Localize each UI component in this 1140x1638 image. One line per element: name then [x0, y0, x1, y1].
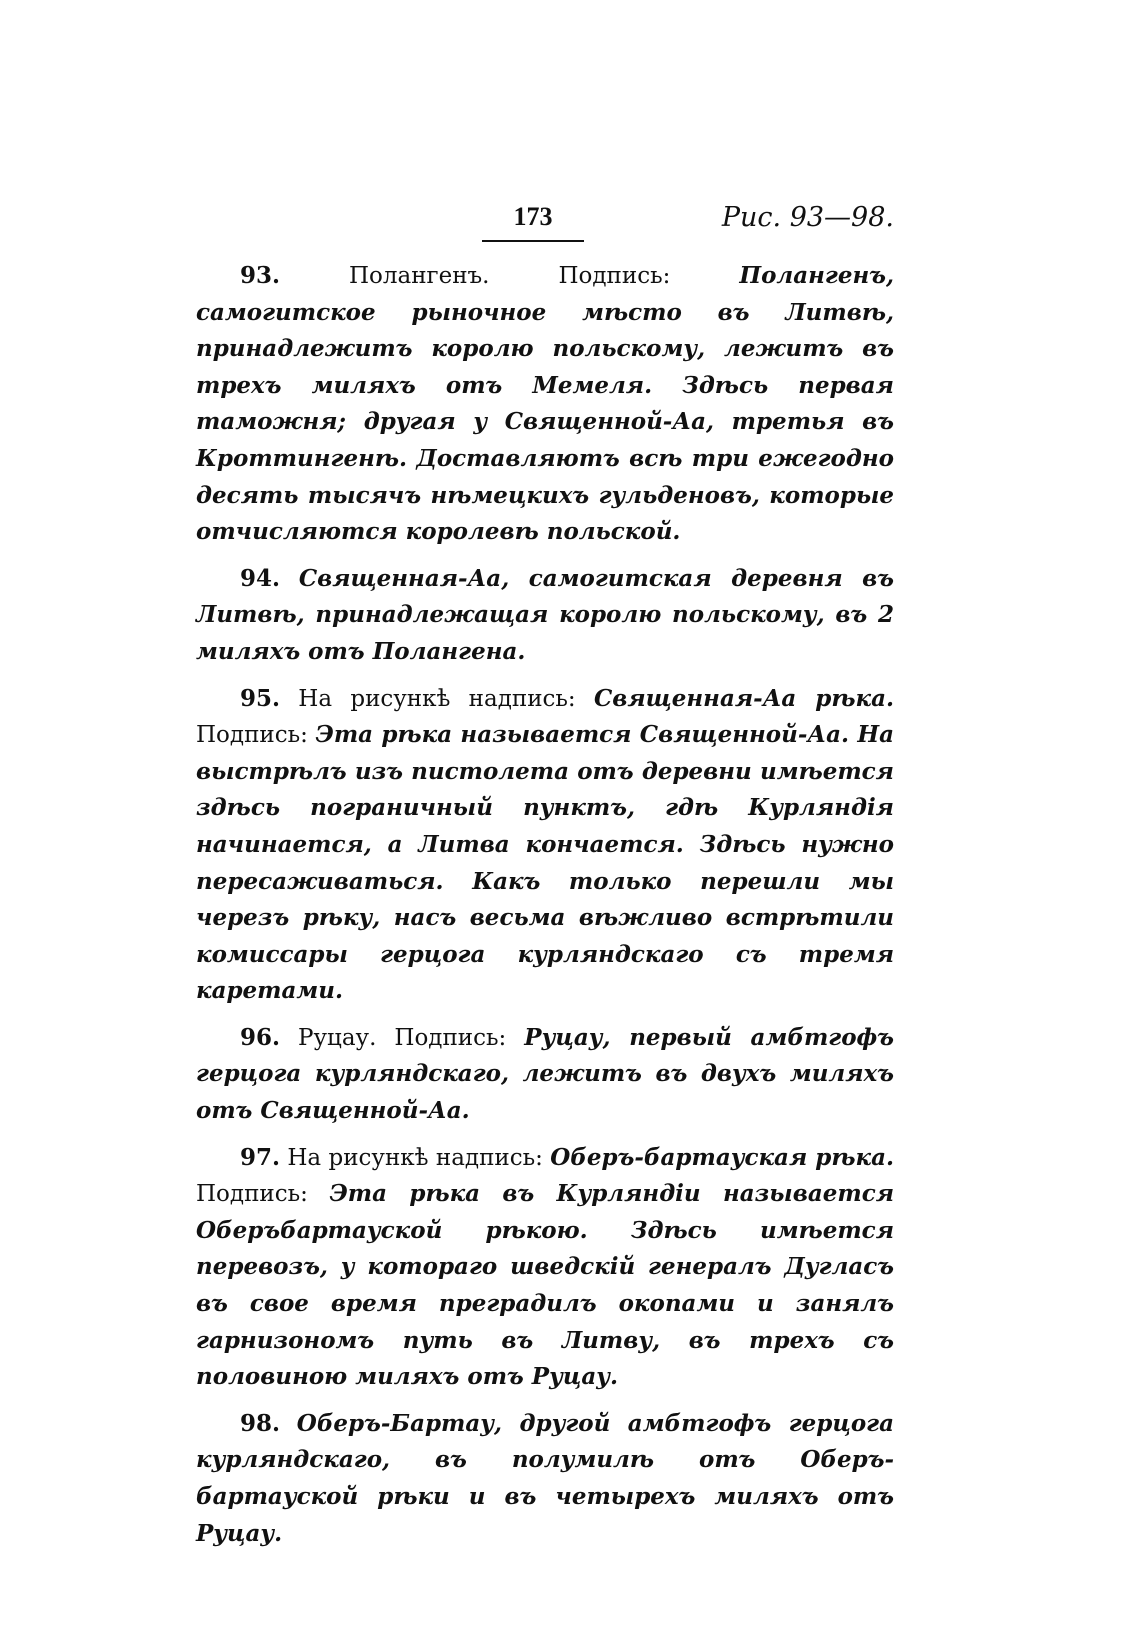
- entry-96: [196, 1020, 894, 1130]
- page-number: 173: [482, 202, 584, 242]
- entry-97: [196, 1140, 894, 1396]
- entry-italic-text: Священная-Аа, самогитская деревня въ Литвѣ, принадлежащая королю польскому, въ 2 миляхъ отъ Полангена.: [196, 564, 895, 665]
- entry-number: 97.: [240, 1143, 281, 1171]
- entry-plain-text: На рисункѣ надпись:: [287, 1144, 543, 1171]
- entry-94: [196, 561, 894, 671]
- entry-plain-text: Полангенъ. Подпись:: [349, 263, 671, 289]
- entry-italic-text: Оберъ-Бартау, другой амбтгофъ герцога курляндскаго, въ полумилѣ отъ Оберъ-бартауской рѣки и въ четырехъ миляхъ отъ Руцау.: [196, 1409, 895, 1547]
- figure-range-caption: Рис. 93—98.: [721, 202, 894, 233]
- entry-plain-text-2: Подпись:: [196, 1181, 308, 1208]
- entry-95: [196, 681, 894, 1010]
- entry-italic-text: Полангенъ, самогитское рыночное мѣсто въ Литвѣ, принадлежитъ королю польскому, лежитъ въ трехъ миляхъ отъ Мемеля. Здѣсь первая таможня; другая у Священной-Аа, третья въ Кроттингенѣ. Доставляютъ всѣ три ежегодно десять тысячъ нѣмецкихъ гульденовъ, которые отчисляются королевѣ польской.: [196, 262, 894, 546]
- entry-plain-text: Руцау. Подпись:: [298, 1024, 507, 1051]
- entry-italic-text: Оберъ-бартауская рѣка.: [550, 1143, 895, 1171]
- entry-number: 95.: [240, 684, 281, 712]
- entry-98: [196, 1406, 894, 1552]
- entry-plain-text: На рисункѣ надпись:: [298, 685, 576, 712]
- entry-number: 98.: [240, 1409, 281, 1437]
- entry-number: 93.: [240, 262, 281, 289]
- entry-italic-text-2: Эта рѣка въ Курляндіи называется Оберъбартауской рѣкою. Здѣсь имѣется перевозъ, у котораго шведскій генералъ Дугласъ въ свое время преградилъ окопами и занялъ гарнизономъ путь въ Литву, въ трехъ съ половиною миляхъ отъ Руцау.: [196, 1180, 894, 1391]
- entry-italic-text: Руцау, первый амбтгофъ герцога курляндскаго, лежитъ въ двухъ миляхъ отъ Священной-Аа.: [196, 1023, 895, 1125]
- entry-italic-text-2: Эта рѣка называется Священной-Аа. На выстрѣлъ изъ пистолета отъ деревни имѣется здѣсь пограничный пунктъ, гдѣ Курляндія начинается, а Литва кончается. Здѣсь нужно пересаживаться. Какъ только перешли мы черезъ рѣку, насъ весьма вѣжливо встрѣтили комиссары герцога курляндскаго съ тремя каретами.: [196, 721, 894, 1005]
- entry-93: [196, 258, 894, 551]
- entry-number: 96.: [240, 1023, 281, 1051]
- entry-number: 94.: [240, 564, 281, 592]
- page-header: [196, 202, 894, 242]
- entry-italic-text: Священная-Аа рѣка.: [593, 684, 895, 712]
- page-body: [196, 258, 894, 1562]
- entry-plain-text-2: Подпись:: [196, 722, 308, 749]
